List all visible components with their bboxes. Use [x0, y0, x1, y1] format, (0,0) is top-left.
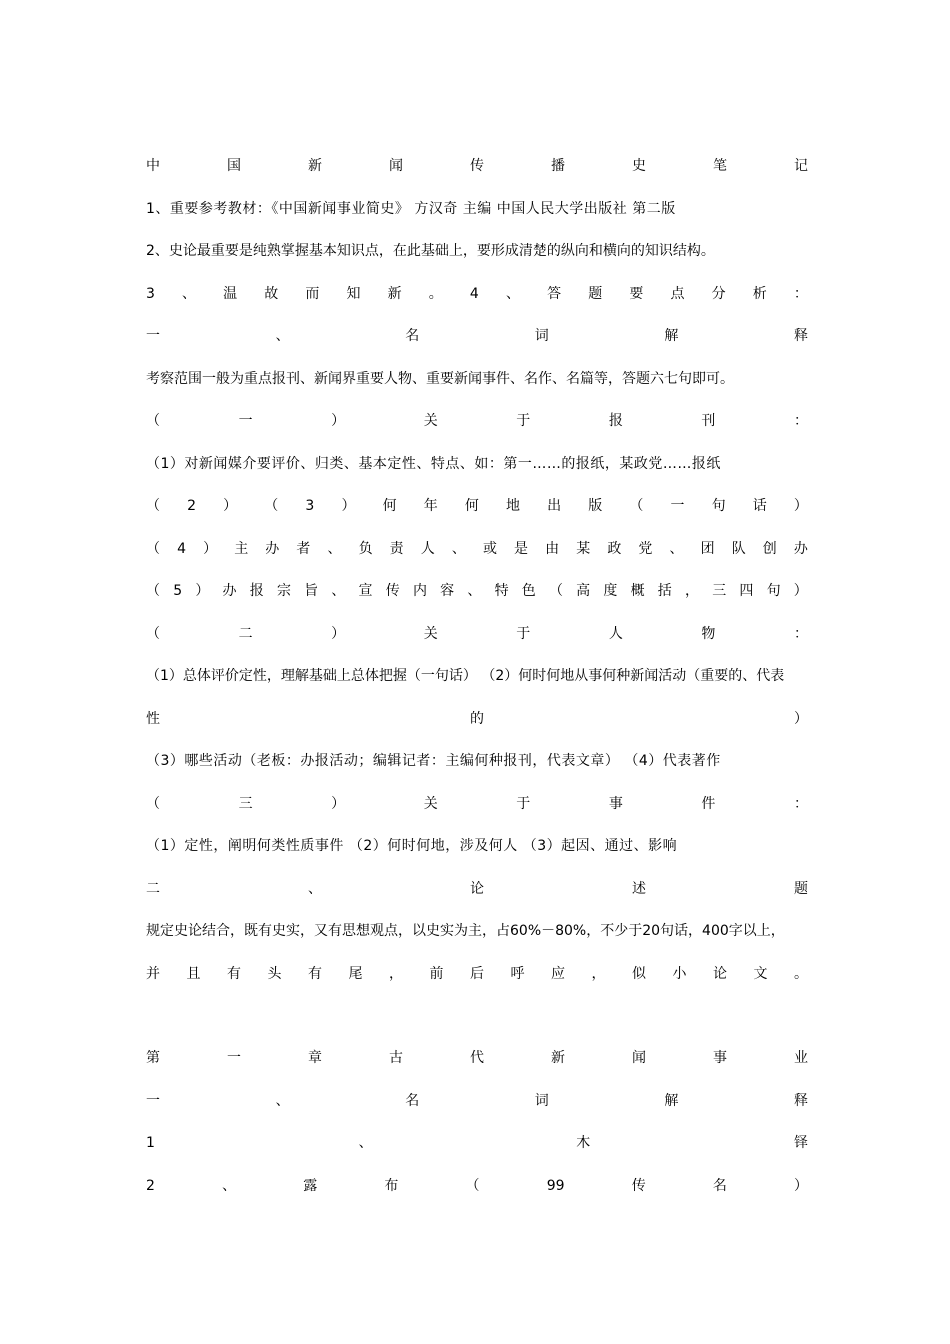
char: 一: [146, 1092, 160, 1109]
char: 、: [327, 540, 342, 557]
paragraph-gap: [146, 1000, 808, 1042]
char: 知: [346, 285, 361, 302]
title-char: 史: [632, 158, 646, 174]
char: 第: [146, 1050, 160, 1066]
text-line: 2、史论最重要是纯熟掌握基本知识点，在此基础上，要形成清楚的纵向和横向的知识结构。: [146, 243, 715, 259]
char: 头: [267, 965, 282, 982]
char: 布: [384, 1177, 399, 1194]
char: 事: [713, 1050, 727, 1066]
document-body: [146, 150, 808, 1212]
char: 章: [308, 1050, 322, 1066]
char: 一: [146, 328, 160, 344]
char: 容: [440, 583, 455, 599]
char: 二: [146, 880, 160, 897]
char: 党: [638, 540, 653, 557]
text-line: （1）定性，阐明何类性质事件 （2）何时何地，涉及何人 （3）起因、通过、影响: [146, 838, 678, 854]
char: 小: [672, 965, 687, 982]
char: 3: [305, 498, 315, 514]
char: 于: [516, 413, 531, 429]
char: 人: [608, 625, 623, 642]
char: 、: [358, 1135, 373, 1151]
char: 点: [670, 285, 685, 302]
char: 应: [551, 965, 565, 982]
char: ：: [793, 625, 808, 642]
char: 刊: [701, 413, 716, 429]
char: 色: [521, 583, 536, 599]
char: 论: [470, 880, 484, 897]
char: 并: [146, 965, 160, 982]
char: 、: [275, 328, 290, 344]
text-line-spread: [146, 490, 808, 533]
char: 2: [146, 1177, 155, 1194]
char: 句: [711, 498, 726, 514]
char: 2: [187, 498, 197, 514]
char: （: [146, 413, 160, 429]
text-line-spread: [146, 278, 808, 321]
char: 词: [534, 1092, 549, 1109]
char: 创: [762, 540, 777, 557]
char: ）: [794, 1177, 808, 1194]
char: 报: [249, 583, 264, 599]
char: （: [146, 625, 160, 642]
char: 某: [576, 540, 591, 557]
char: 关: [423, 413, 438, 429]
subsection-heading: [146, 405, 808, 448]
char: 铎: [793, 1135, 808, 1151]
char: 木: [576, 1135, 591, 1151]
char: （: [146, 498, 160, 514]
char: 古: [389, 1050, 403, 1066]
char: 话: [752, 498, 767, 514]
char: 度: [603, 583, 618, 599]
char: 似: [632, 965, 646, 982]
char: 名: [712, 1177, 727, 1194]
char: 1: [146, 1135, 155, 1151]
char: 有: [227, 965, 241, 982]
char: ）: [331, 795, 346, 812]
title-char: 新: [308, 158, 322, 174]
char: 析: [752, 285, 767, 302]
char: 题: [588, 285, 603, 302]
char: ，: [389, 965, 403, 982]
char: 出: [547, 498, 562, 514]
char: （: [146, 583, 160, 599]
char: 、: [451, 540, 466, 557]
char: 办: [222, 583, 237, 599]
char: 有: [308, 965, 322, 982]
char: 代: [470, 1050, 484, 1066]
char: 、: [331, 583, 346, 599]
char: （: [146, 795, 160, 812]
text-line: 考察范围一般为重点报刊、新闻界重要人物、重要新闻事件、名作、名篇等，答题六七句即可。: [146, 370, 734, 387]
char: （: [548, 583, 563, 599]
char: 业: [794, 1050, 808, 1066]
text-line: （1）总体评价定性，理解基础上总体把握（一句话） （2）何时何地从事何种新闻活动（重要的、代表: [146, 668, 785, 684]
char: 新: [551, 1050, 565, 1066]
text-line: 规定史论结合，既有史实，又有思想观点，以史实为主，占60%－80%，不少于20句话，400字以上，: [146, 923, 785, 939]
char: 报: [608, 413, 623, 429]
char: 责: [389, 540, 404, 557]
char: ）: [341, 498, 356, 514]
char: 99: [546, 1177, 565, 1194]
char: 一: [670, 498, 685, 514]
char: 解: [664, 1092, 679, 1109]
char: 。: [794, 965, 808, 982]
char: 且: [186, 965, 201, 982]
char: ）: [331, 625, 346, 642]
title-char: 传: [470, 158, 484, 174]
char: 闻: [632, 1050, 646, 1066]
char: 分: [711, 285, 726, 302]
text-line: （3）哪些活动（老板：办报活动；编辑记者：主编何种报刊，代表文章） （4）代表著作: [146, 753, 721, 769]
title-char: 笔: [713, 158, 727, 174]
section-heading: [146, 320, 808, 363]
char: 办: [265, 540, 280, 557]
char: 呼: [510, 965, 525, 982]
char: 何: [464, 498, 479, 514]
char: 5: [173, 583, 183, 599]
char: 温: [223, 285, 238, 302]
char: 关: [423, 795, 438, 812]
char: 者: [296, 540, 311, 557]
char: 、: [222, 1177, 237, 1194]
char: 释: [793, 1092, 808, 1109]
char: ）: [223, 498, 238, 514]
char: 物: [701, 625, 716, 642]
title-char: 播: [551, 158, 565, 174]
char: 内: [412, 583, 427, 599]
char: 政: [607, 540, 622, 557]
text-line-spread: [146, 703, 808, 746]
char: 高: [576, 583, 591, 599]
char: ：: [793, 413, 808, 429]
char: ，: [684, 583, 699, 599]
char: 括: [657, 583, 672, 599]
text-line: （1）对新闻媒介要评价、归类、基本定性、特点、如：第一……的报纸，某政党……报纸: [146, 455, 721, 472]
char: 一: [227, 1050, 241, 1066]
text-line-spread: [146, 575, 808, 618]
text-line-spread: [146, 958, 808, 1001]
char: 地: [505, 498, 520, 514]
char: 性: [146, 710, 160, 727]
document-title: [146, 150, 808, 193]
char: 团: [700, 540, 715, 557]
char: 宣: [358, 583, 373, 599]
chapter-heading: [146, 1042, 808, 1085]
section-heading: [146, 1085, 808, 1128]
char: 主: [234, 540, 249, 557]
char: 答: [547, 285, 562, 302]
char: ：: [793, 795, 808, 812]
char: 新: [387, 285, 402, 302]
char: 于: [516, 795, 531, 812]
char: 、: [669, 540, 684, 557]
char: 要: [629, 285, 644, 302]
char: 人: [420, 540, 435, 557]
char: 由: [545, 540, 560, 557]
char: 三: [238, 795, 253, 812]
char: 尾: [348, 965, 363, 982]
char: 件: [701, 795, 716, 812]
char: 二: [238, 625, 253, 642]
char: ：: [793, 285, 808, 302]
char: 、: [467, 583, 482, 599]
char: 宗: [276, 583, 291, 599]
section-heading: [146, 873, 808, 916]
subsection-heading: [146, 618, 808, 661]
char: 于: [516, 625, 531, 642]
char: 的: [470, 710, 484, 727]
char: 事: [608, 795, 623, 812]
title-char: 国: [227, 158, 241, 174]
char: 是: [514, 540, 529, 557]
text-line-spread: [146, 533, 808, 576]
char: 后: [470, 965, 484, 982]
char: 传: [385, 583, 400, 599]
char: 4: [177, 540, 187, 557]
char: 释: [793, 328, 808, 344]
char: 年: [423, 498, 438, 514]
char: 前: [429, 965, 444, 982]
char: 名: [405, 1092, 420, 1109]
char: 、: [275, 1092, 290, 1109]
char: 三: [712, 583, 727, 599]
char: ，: [591, 965, 606, 982]
char: 露: [303, 1177, 318, 1194]
char: 名: [405, 328, 420, 344]
char: ）: [793, 498, 808, 514]
char: 一: [238, 413, 253, 429]
title-char: 记: [794, 158, 808, 174]
char: 文: [753, 965, 768, 982]
char: 办: [793, 540, 808, 557]
char: 述: [632, 880, 646, 897]
char: 负: [358, 540, 373, 557]
char: 概: [630, 583, 645, 599]
char: 4: [469, 285, 479, 302]
text-line-spread: [146, 1127, 808, 1170]
char: 、: [505, 285, 520, 302]
char: 旨: [304, 583, 319, 599]
char: 或: [482, 540, 497, 557]
char: （: [465, 1177, 480, 1194]
char: 题: [794, 880, 808, 897]
char: 特: [494, 583, 509, 599]
char: 何: [382, 498, 397, 514]
char: 论: [713, 965, 727, 982]
char: ）: [793, 583, 808, 599]
char: ）: [331, 413, 346, 429]
char: ）: [203, 540, 218, 557]
text-line: 1、重要参考教材：《中国新闻事业简史》 方汉奇 主编 中国人民大学出版社 第二版: [146, 200, 676, 217]
char: 而: [305, 285, 320, 302]
char: ）: [794, 710, 808, 727]
title-char: 闻: [389, 158, 403, 174]
subsection-heading: [146, 788, 808, 831]
char: （: [146, 540, 160, 557]
char: 故: [264, 285, 279, 302]
char: 传: [631, 1177, 646, 1194]
char: 词: [534, 328, 549, 344]
char: 、: [308, 880, 322, 897]
text-line-spread: [146, 1170, 808, 1213]
char: 、: [182, 285, 197, 302]
char: ）: [195, 583, 210, 599]
char: 版: [588, 498, 603, 514]
char: 四: [739, 583, 754, 599]
char: 。: [428, 285, 443, 302]
char: （: [264, 498, 279, 514]
char: 3: [146, 285, 155, 302]
char: （: [629, 498, 644, 514]
char: 关: [423, 625, 438, 642]
char: 队: [731, 540, 746, 557]
char: 解: [664, 328, 679, 344]
title-char: 中: [146, 158, 160, 174]
char: 句: [766, 583, 781, 599]
